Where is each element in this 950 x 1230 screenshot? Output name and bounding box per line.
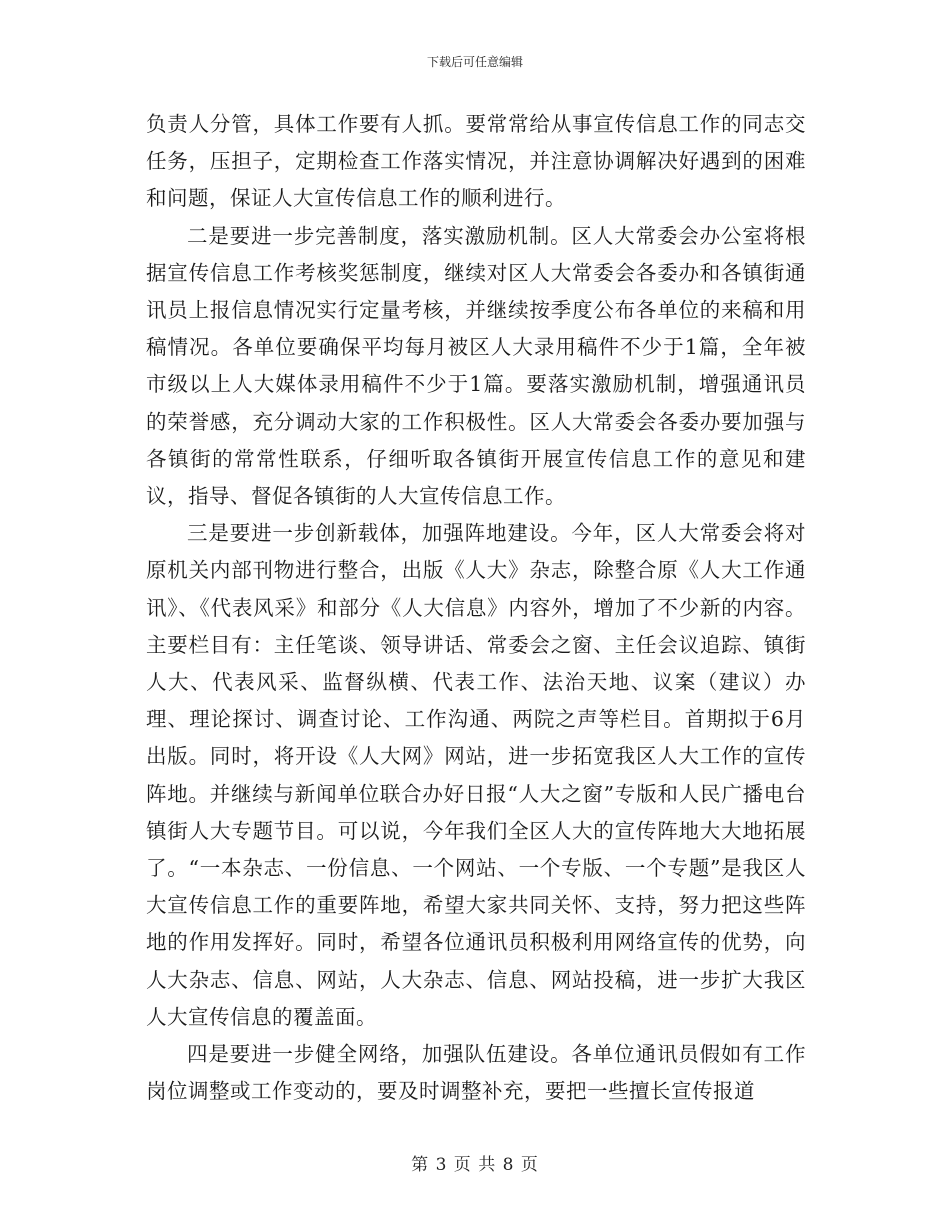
page-footer: 第 3 页 共 8 页 [411, 1155, 539, 1175]
body-text [146, 106, 806, 1110]
paragraph-4: 四是要进一步健全网络，加强队伍建设。各单位通讯员假如有工作岗位调整或工作变动的，要及时调整补充，要把一些擅长宣传报道 [146, 1042, 806, 1104]
paragraph-2: 二是要进一步完善制度，落实激励机制。区人大常委会办公室将根据宣传信息工作考核奖惩制度，继续对区人大常委会各委办和各镇街通讯员上报信息情况实行定量考核，并继续按季度公布各单位的来稿和用稿情况。各单位要确保平均每月被区人大录用稿件不少于1篇，全年被市级以上人大媒体录用稿件不少于1篇。要落实激励机制，增强通讯员的荣誉感，充分调动大家的工作积极性。区人大常委会各委办要加强与各镇街的常常性联系，仔细听取各镇街开展宣传信息工作的意见和建议，指导、督促各镇街的人大宣传信息工作。 [146, 223, 806, 509]
paragraph-3: 三是要进一步创新载体，加强阵地建设。今年，区人大常委会将对原机关内部刊物进行整合，出版《人大》杂志，除整合原《人大工作通讯》、《代表风采》和部分《人大信息》内容外，增加了不少新的内容。主要栏目有：主任笔谈、领导讲话、常委会之窗、主任会议追踪、镇街人大、代表风采、监督纵横、代表工作、法治天地、议案（建议）办理、理论探讨、调查讨论、工作沟通、两院之声等栏目。首期拟于6月出版。同时，将开设《人大网》网站，进一步拓宽我区人大工作的宣传阵地。并继续与新闻单位联合办好日报“人大之窗”专版和人民广播电台镇街人大专题节目。可以说，今年我们全区人大的宣传阵地大大地拓展了。“一本杂志、一份信息、一个网站、一个专版、一个专题”是我区人大宣传信息工作的重要阵地，希望大家共同关怀、支持，努力把这些阵地的作用发挥好。同时，希望各位通讯员积极利用网络宣传的优势，向人大杂志、信息、网站，人大杂志、信息、网站投稿，进一步扩大我区人大宣传信息的覆盖面。 [146, 521, 806, 1029]
paragraph-1: 负责人分管，具体工作要有人抓。要常常给从事宣传信息工作的同志交任务，压担子，定期检查工作落实情况，并注意协调解决好遇到的困难和问题，保证人大宣传信息工作的顺利进行。 [146, 112, 806, 211]
page-header: 下载后可任意编辑 [426, 55, 523, 69]
